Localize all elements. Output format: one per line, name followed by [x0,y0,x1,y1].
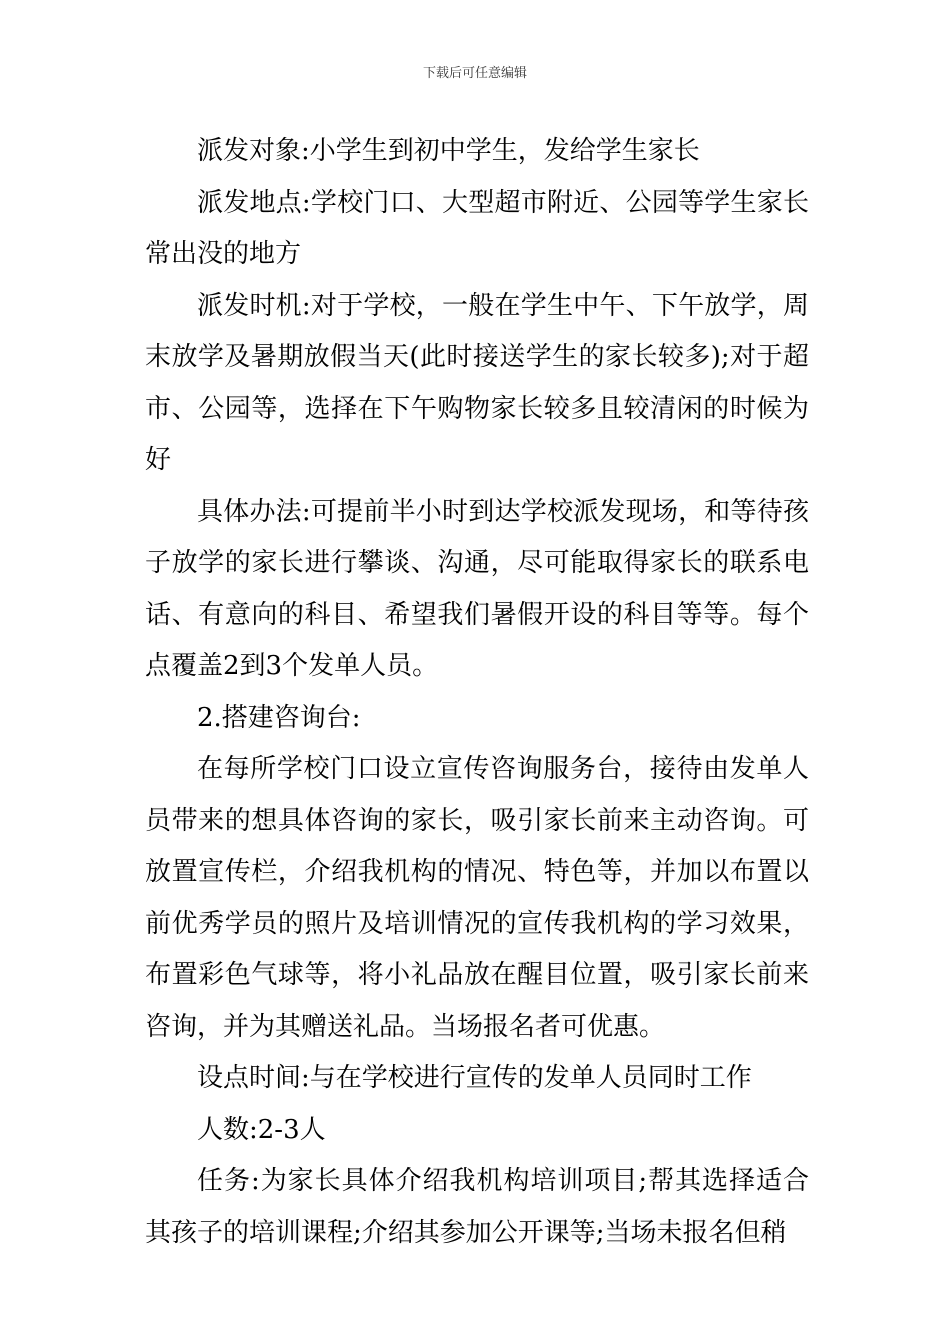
paragraph-staff-count: 人数:2-3人 [197,1114,326,1145]
paragraph-setup-time: 设点时间:与在学校进行宣传的发单人员同时工作 [197,1063,752,1093]
paragraph-tasks: 任务:为家长具体介绍我机构培训项目;帮其选择适合其孩子的培训课程;介绍其参加公开课等;当场未报名但稍 [145,1166,809,1248]
document-body [145,126,809,1259]
paragraph-specific-method: 具体办法:可提前半小时到达学校派发现场，和等待孩子放学的家长进行攀谈、沟通，尽可能取得家长的联系电话、有意向的科目、希望我们暑假开设的科目等等。每个点覆盖2到3个发单人员。 [145,496,809,681]
paragraph-distribution-target: 派发对象:小学生到初中学生，发给学生家长 [197,136,700,166]
page-header: 下载后可任意编辑 [422,66,527,81]
paragraph-distribution-timing: 派发时机:对于学校，一般在学生中午、下午放学，周末放学及暑期放假当天(此时接送学生的家长较多);对于超市、公园等，选择在下午购物家长较多且较清闲的时候为好 [145,290,809,475]
section-heading-consultation-desk: 2.搭建咨询台: [197,702,361,733]
paragraph-distribution-location: 派发地点:学校门口、大型超市附近、公园等学生家长常出没的地方 [145,187,809,269]
paragraph-consultation-desk: 在每所学校门口设立宣传咨询服务台，接待由发单人员带来的想具体咨询的家长，吸引家长前来主动咨询。可放置宣传栏，介绍我机构的情况、特色等，并加以布置以前优秀学员的照片及培训情况的宣传我机构的学习效果，布置彩色气球等，将小礼品放在醒目位置，吸引家长前来咨询，并为其赠送礼品。当场报名者可优惠。 [145,754,809,1042]
